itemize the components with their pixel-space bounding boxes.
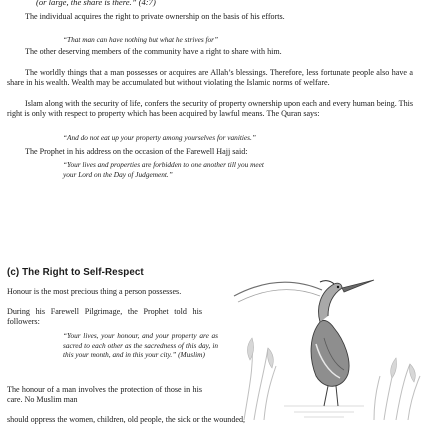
paragraph-pilgrimage (7, 307, 202, 327)
paragraph-effort-text: The individual acquires the right to private ownership on the basis of his efforts. (25, 12, 285, 21)
heron-drawing (224, 278, 426, 420)
paragraph-effort (7, 12, 413, 22)
section-heading: (c) The Right to Self-Respect (7, 267, 144, 278)
paragraph-pilgrimage-text: During his Farewell Pilgrimage, the Prophet told his followers: (7, 307, 202, 327)
heron-illustration (224, 278, 426, 420)
paragraph-honour-text: Honour is the most precious thing a person possesses. (7, 287, 182, 296)
quote-sacred: “Your lives, your honour, and your property are as sacred to each other as the sacredness of this day, in this your month, and in this your city.” (Muslim) (63, 331, 218, 360)
paragraph-blessings (7, 68, 413, 88)
quote-vanities: “And do not eat up your property among yourselves for vanities.” (63, 133, 256, 142)
top-quote-fragment: (or large, the share is there.” (4:7) (36, 0, 156, 7)
paragraph-protection-text: The honour of a man involves the protection of those in his care. No Muslim man (7, 385, 202, 405)
paragraph-farewell-hajj-text: The Prophet in his address on the occasion of the Farewell Hajj said: (25, 147, 248, 156)
paragraph-property-text: Islam along with the security of life, confers the security of property ownership upon each and every human being. This right is only with respect to property which has been acquired by lawful means. The Quran says: (7, 99, 414, 119)
paragraph-farewell-hajj (7, 147, 413, 157)
quote-forbidden-line1: “Your lives and properties are forbidden to one another till you meet (63, 160, 264, 169)
paragraph-protection (7, 385, 202, 405)
quote-strives: “That man can have nothing but what he strives for” (63, 35, 219, 44)
paragraph-last-line: should oppress the women, children, old people, the sick or the wounded, (7, 415, 246, 424)
paragraph-share (7, 47, 413, 57)
paragraph-honour (7, 287, 202, 297)
paragraph-blessings-text: The worldly things that a man possesses or acquires are Allah’s blessings. Therefore, less fortunate people also have a share in his wealth. Wealth may be accumulated but without violating the Islamic norms of welfare. (7, 68, 413, 88)
paragraph-property (7, 99, 413, 119)
paragraph-share-text: The other deserving members of the community have a right to share with him. (25, 47, 282, 56)
quote-forbidden-line2: your Lord on the Day of Judgement.” (63, 170, 173, 179)
